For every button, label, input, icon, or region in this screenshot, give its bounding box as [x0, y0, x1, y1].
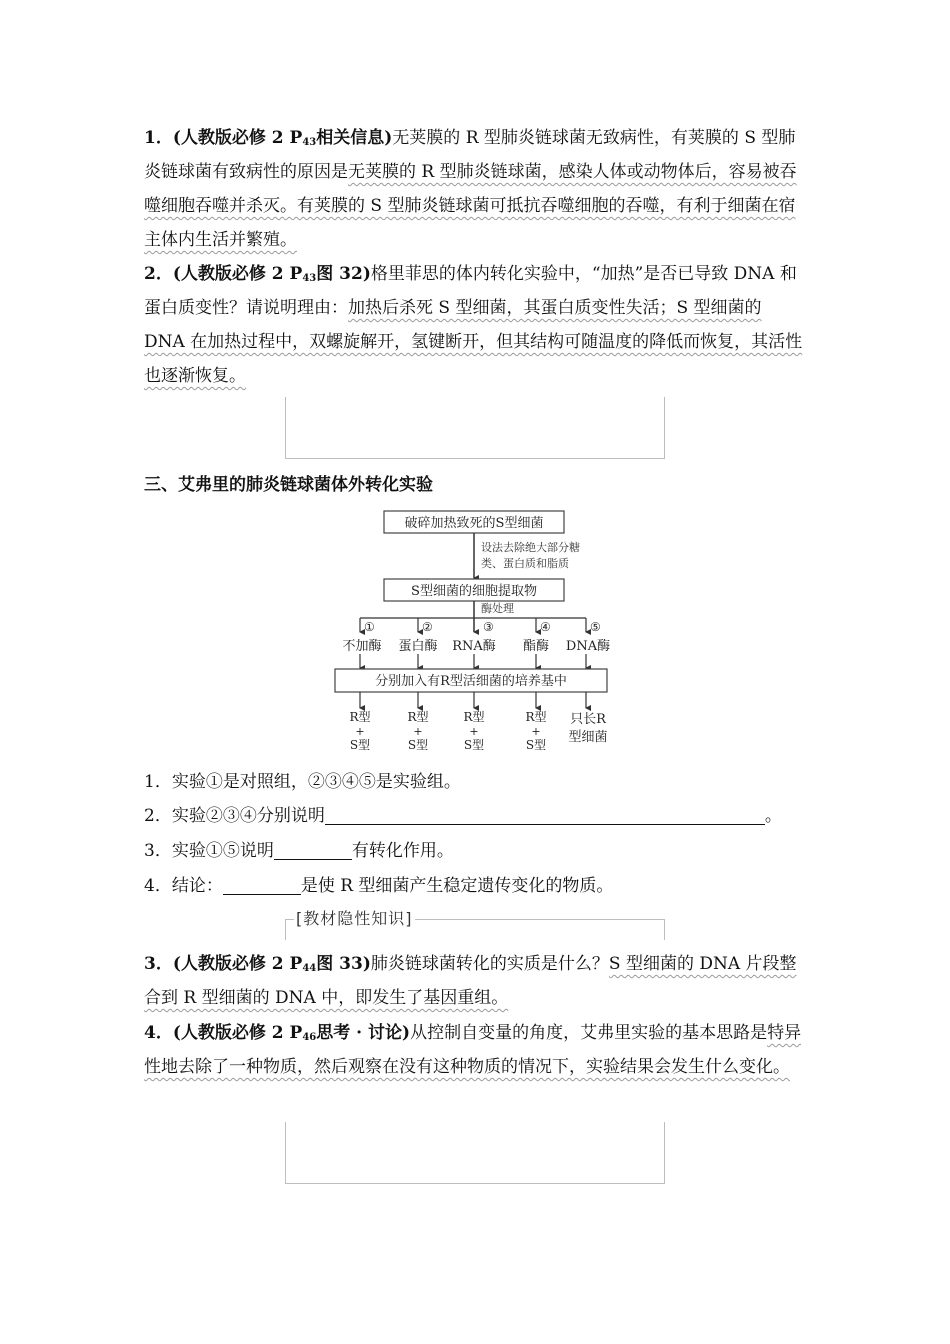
branch-num-1: ①: [364, 620, 375, 634]
question-2: 2．(人教版必修 2 $P_{43}$图 32)格里菲思的体内转化实验中，“加热”是否已导致 DNA 和蛋白质变性？请说明理由：加热后杀死 S 型细菌，其蛋白质变性失活；S 型细菌的 DNA 在加热过程中，双螺旋解开，氢键断开，但其结构可随温度的降低而恢复，其活性也逐渐恢复。: [144, 264, 803, 386]
answer-1: 无荚膜的 R 型肺炎链球菌，感染人体或动物体后，容易被吞噬细胞吞噬并杀灭。有荚膜的 S 型肺炎链球菌可抵抗吞噬细胞的吞噬，有利于细菌在宿主体内生活并繁殖。: [144, 162, 797, 250]
result-3-line-1: R型: [463, 710, 485, 724]
item-2: 2．实验②③④分别说明 。: [144, 806, 782, 826]
avery-experiment-diagram: [330, 508, 620, 758]
branch-num-5: ⑤: [590, 620, 601, 634]
branch-label-2: 蛋白酶: [398, 639, 438, 654]
knowledge-label: [教材隐性知识]: [294, 906, 415, 929]
diagram-box-extract-text: S型细菌的细胞提取物: [411, 584, 537, 599]
question-4-text: 从控制自变量的角度，艾弗里实验的基本思路是: [410, 1023, 768, 1043]
result-3-line-3: S型: [463, 738, 485, 752]
result-4-line-3: S型: [525, 738, 547, 752]
question-4: 4．(人教版必修 2 $P_{46}$思考 · 讨论)从控制自变量的角度，艾弗里实验的基本思路是特异性地去除了一种物质，然后观察在没有这种物质的情况下，实验结果会发生什么变化。: [144, 1023, 802, 1077]
branch-label-1: 不加酶: [342, 639, 382, 654]
diagram-box-medium-text: 分别加入有R型活细菌的培养基中: [375, 674, 567, 689]
diagram-box-heat-killed-text: 破碎加热致死的S型细菌: [404, 516, 544, 531]
diagram-note-1b: 类、蛋白质和脂质: [481, 557, 569, 570]
blank-item-3[interactable]: [274, 839, 352, 860]
question-1: 1．(人教版必修 2 $P_{43}$相关信息)无荚膜的 R 型肺炎链球菌无致病性，有荚膜的 S 型肺炎链球菌有致病性的原因是无荚膜的 R 型肺炎链球菌，感染人体或动物体后，容易被吞噬细胞吞噬并杀灭。有荚膜的 S 型肺炎链球菌可抵抗吞噬细胞的吞噬，有利于细菌在宿主体内生活并繁殖。: [144, 128, 797, 250]
diagram-note-1a: 设法去除绝大部分糖: [481, 541, 580, 554]
item-3: 3．实验①⑤说明 有转化作用。: [144, 841, 454, 861]
result-5-line-2: 型细菌: [568, 730, 608, 745]
section-title: 三、艾弗里的肺炎链球菌体外转化实验: [144, 475, 433, 495]
question-1-text: 无荚膜的 R 型肺炎链球菌无致病性，有荚膜的 S 型肺炎链球菌有致病性的原因是: [144, 128, 796, 182]
answer-4: 特异性地去除了一种物质，然后观察在没有这种物质的情况下，实验结果会发生什么变化。: [144, 1023, 802, 1077]
branch-num-2: ②: [422, 620, 433, 634]
result-2-line-1: R型: [407, 710, 429, 724]
result-5-line-1: 只长R: [570, 712, 606, 727]
question-3-text: 肺炎链球菌转化的实质是什么？: [370, 954, 609, 974]
blank-item-4[interactable]: [223, 874, 301, 895]
answer-3: S 型细菌的 DNA 片段整合到 R 型细菌的 DNA 中，即发生了基因重组。: [144, 954, 797, 1008]
item-1: 1．实验①是对照组，②③④⑤是实验组。: [144, 772, 461, 792]
diagram-enzyme-label: 酶处理: [481, 602, 514, 615]
branch-label-5: DNA酶: [565, 639, 611, 654]
blank-item-2[interactable]: [325, 804, 765, 825]
result-1-line-1: R型: [349, 710, 371, 724]
question-3: 3．(人教版必修 2 $P_{44}$图 33)肺炎链球菌转化的实质是什么？S 型细菌的 DNA 片段整合到 R 型细菌的 DNA 中，即发生了基因重组。: [144, 954, 797, 1008]
branch-label-4: 酯酶: [522, 639, 550, 654]
result-2-line-2: +: [413, 725, 423, 738]
branch-label-3: RNA酶: [452, 639, 496, 654]
question-2-text: 格里菲思的体内转化实验中，“加热”是否已导致 DNA 和蛋白质变性？请说明理由：: [144, 264, 797, 318]
result-1-line-3: S型: [349, 738, 371, 752]
branch-num-3: ③: [483, 620, 494, 634]
result-2-line-3: S型: [407, 738, 429, 752]
branch-num-4: ④: [540, 620, 551, 634]
result-4-line-2: +: [531, 725, 541, 738]
result-4-line-1: R型: [525, 710, 547, 724]
answer-box-2: [285, 1122, 665, 1184]
item-4: 4．结论： 是使 R 型细菌产生稳定遗传变化的物质。: [144, 876, 614, 896]
answer-box-1: [285, 397, 665, 459]
answer-2: 加热后杀死 S 型细菌，其蛋白质变性失活；S 型细菌的 DNA 在加热过程中，双螺旋解开，氢键断开，但其结构可随温度的降低而恢复，其活性也逐渐恢复。: [144, 298, 803, 386]
result-1-line-2: +: [355, 725, 365, 738]
result-3-line-2: +: [469, 725, 479, 738]
